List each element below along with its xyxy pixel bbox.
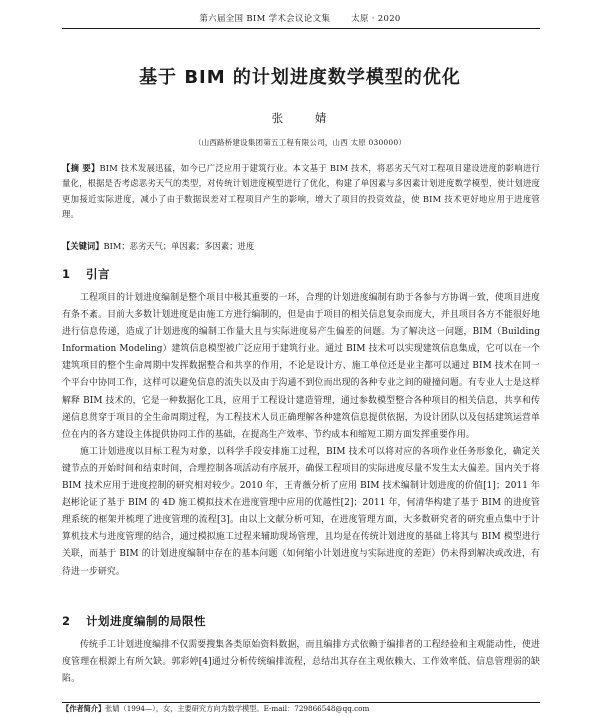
section-number: 1 (62, 267, 71, 281)
section-2-body (62, 637, 540, 688)
section-number: 2 (62, 614, 71, 628)
footnote-rule (62, 702, 540, 703)
abstract-label: 【摘 要】 (62, 163, 100, 173)
section-1-body (62, 290, 540, 581)
section-title: 引言 (86, 267, 110, 281)
keywords-label: 【关键词】 (62, 241, 104, 251)
paragraph: 施工计划进度以目标工程为对象，以科学手段安排施工过程，BIM 技术可以将对应的各项作业任务形象化，确定关键节点的开始时间和结束时间，合理控制各项活动有序展开，确保工程项目的实际进度尽量不发生太大偏差。国内关于将 BIM 技术应用于进度控制的研究相对较少。2010 年，王青薇分析了应用 BIM 技术编制计划进度的价值[1]；2011 年赵彬论证了基于 BIM 的 4D 施工模拟技术在进度管理中应用的优越性[2]；2011 年，何清华构建了基于 BIM 的进度管理系统的框架并梳理了进度管理的流程[3]。由以上文献分析可知，在进度管理方面，大多数研究者的研究重点集中于计算机技术与进度管理的结合，通过模拟施工过程来辅助现场管理，且均是在传统计划进度的基础上将其与 BIM 模型进行关联，而基于 BIM 的计划进度编制中存在的基本问题（如何缩小计划进度与实际进度的差距）仍未得到解决或改进，有待进一步研究。 (62, 446, 540, 577)
paper-title: 基于 BIM 的计划进度数学模型的优化 (139, 67, 461, 88)
section-title: 计划进度编制的局限性 (86, 614, 206, 628)
section-heading-1 (62, 266, 110, 282)
location-year: 太原 · 2020 (351, 14, 401, 24)
header-rule (62, 28, 540, 29)
conference-name: 第六届全国 BIM 学术会议论文集 (199, 14, 331, 24)
paragraph: 工程项目的计划进度编制是整个项目中极其重要的一环，合理的计划进度编制有助于各参与方协调一致，使项目进度有条不紊。目前大多数计划进度是由施工方进行编制的，但是由于项目的相关信息复杂而庞大，并且项目各方不能很好地进行信息传递，造成了计划进度的编制工作量大且与实际进度易产生偏差的问题。为了解决这一问题，BIM（Building Information Modeling）建筑信息模型被广泛应用于建筑行业。通过 BIM 技术可以实现建筑信息集成，它可以在一个建筑项目的整个生命周期中发挥数据整合和共享的作用，不论是设计方、施工单位还是业主都可以通过 BIM 技术在同一个平台中协同工作，这样可以避免信息的流失以及由于沟通不到位而出现的各种专业之间的碰撞问题。有专业人士是这样解释 BIM 技术的，它是一种数据化工具，应用于工程设计建造管理，通过参数模型整合各种项目的相关信息，共享和传递信息贯穿于项目的全生命周期过程，为工程技术人员正确理解各种建筑信息提供依据，为设计团队以及包括建筑运营单位在内的各方建设主体提供协同工作的基础，在提高生产效率、节约成本和缩短工期方面发挥重要作用。 (62, 293, 540, 440)
running-header (0, 12, 600, 24)
section-heading-2 (62, 613, 206, 629)
author-footnote (62, 704, 540, 714)
author-name: 张 婧 (271, 111, 341, 125)
abstract (62, 161, 540, 223)
paragraph: 传统手工计划进度编排不仅需要搜集各类原始资料数据，而且编排方式依赖于编排者的工程经验和主观能动性，使进度管理在根源上有所欠缺。郭彩婷[4]通过分析传统编排流程，总结出其存在主观依赖大、工作效率低、信息管理弱的缺陷。 (62, 640, 540, 685)
footnote-label: 【作者简介】 (62, 704, 106, 713)
keywords-text: BIM；恶劣天气；单因素；多因素；进度 (103, 241, 255, 251)
keywords (62, 239, 540, 254)
author-affiliation: （山西路桥建设集团第五工程有限公司，山西 太原 030000） (193, 138, 407, 147)
footnote-text: 张婧（1994—），女，主要研究方向为数学模型。E-mail：729866548@qq.com (105, 704, 370, 713)
abstract-text: BIM 技术发展迅猛，如今已广泛应用于建筑行业。本文基于 BIM 技术，将恶劣天气对工程项目建设进度的影响进行量化，根据是否考虑恶劣天气的类型，对传统计划进度模型进行了优化，构建了单因素与多因素计划进度数学模型，使计划进度更加接近实际进度，减小了由于数据误差对工程项目产生的影响，增大了项目的投资效益，使 BIM 技术更好地应用于进度管理。 (62, 163, 541, 220)
